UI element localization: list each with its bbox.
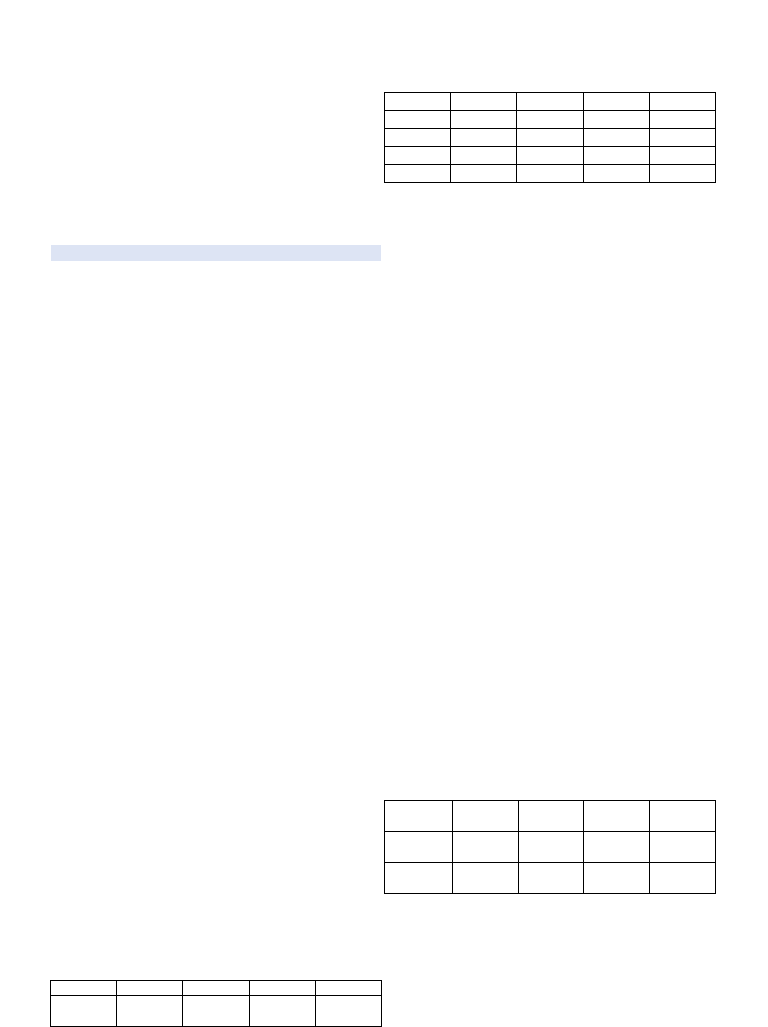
table-cell xyxy=(517,165,583,183)
table-cell xyxy=(649,111,715,129)
table-cell xyxy=(117,996,183,1027)
table-cell xyxy=(517,93,583,111)
toc-entry[interactable] xyxy=(51,390,381,404)
toc-entry[interactable] xyxy=(51,663,381,677)
table-cell xyxy=(649,129,715,147)
numbered-list xyxy=(68,800,388,824)
table-cell xyxy=(452,863,518,894)
toc-entry[interactable] xyxy=(51,424,381,438)
table-row xyxy=(385,165,716,183)
table-cell xyxy=(518,863,584,894)
table-cell xyxy=(584,801,650,832)
toc-entry[interactable] xyxy=(51,646,381,660)
table-cell xyxy=(517,111,583,129)
table-cell xyxy=(583,147,649,165)
table-row xyxy=(51,996,382,1027)
toc-entry[interactable] xyxy=(51,492,381,506)
plural-list xyxy=(558,257,718,357)
table-cell xyxy=(649,165,715,183)
table-cell xyxy=(451,165,517,183)
table-cell xyxy=(385,93,451,111)
table-cell xyxy=(650,801,716,832)
toc-entry[interactable] xyxy=(51,731,381,745)
table-cell xyxy=(51,981,117,996)
table-cell xyxy=(117,981,183,996)
indef-declension-table xyxy=(50,980,382,1027)
table-row xyxy=(385,801,716,832)
toc-entry[interactable] xyxy=(51,407,381,421)
table-row xyxy=(385,832,716,863)
table-row xyxy=(385,129,716,147)
toc-entry[interactable] xyxy=(51,475,381,489)
table-row xyxy=(385,863,716,894)
table-cell xyxy=(583,111,649,129)
table-cell xyxy=(385,129,451,147)
table-cell xyxy=(650,863,716,894)
table-cell xyxy=(517,129,583,147)
table-cell xyxy=(518,832,584,863)
table-cell xyxy=(385,801,453,832)
table-cell xyxy=(249,981,315,996)
def-declension-table xyxy=(384,92,716,183)
table-cell xyxy=(51,996,117,1027)
table-row xyxy=(385,93,716,111)
toc-entry[interactable] xyxy=(51,680,381,694)
toc-entry[interactable] xyxy=(51,458,381,472)
table-cell xyxy=(649,147,715,165)
table-cell xyxy=(451,129,517,147)
table-cell xyxy=(650,832,716,863)
table-cell xyxy=(584,832,650,863)
table-row xyxy=(51,981,382,996)
toc-entry[interactable] xyxy=(51,441,381,455)
toc-entry[interactable] xyxy=(51,697,381,711)
list-item xyxy=(68,800,388,812)
table-cell xyxy=(518,801,584,832)
table-cell xyxy=(315,981,381,996)
table-cell xyxy=(452,832,518,863)
table-cell xyxy=(385,832,453,863)
article-heading xyxy=(51,245,381,261)
table-cell xyxy=(315,996,381,1027)
table-cell xyxy=(584,863,650,894)
table-cell xyxy=(385,165,451,183)
table-cell xyxy=(385,863,453,894)
table-cell xyxy=(583,129,649,147)
table-cell xyxy=(583,165,649,183)
toc-entry[interactable] xyxy=(51,765,381,779)
toc-entry[interactable] xyxy=(51,714,381,728)
table-row xyxy=(385,111,716,129)
table-cell xyxy=(183,996,249,1027)
table-cell xyxy=(451,147,517,165)
toc-entry[interactable] xyxy=(51,612,381,626)
table-cell xyxy=(451,111,517,129)
table-of-contents-2 xyxy=(51,612,381,802)
table-cell xyxy=(451,93,517,111)
toc-entry[interactable] xyxy=(51,748,381,762)
toc-entry[interactable] xyxy=(51,782,381,796)
table-of-contents-1 xyxy=(51,390,381,510)
table-cell xyxy=(452,801,518,832)
table-row xyxy=(385,147,716,165)
toc-entry[interactable] xyxy=(51,629,381,643)
indef-right-table xyxy=(384,800,716,894)
table-cell xyxy=(649,93,715,111)
table-cell xyxy=(517,147,583,165)
table-cell xyxy=(583,93,649,111)
table-cell xyxy=(183,981,249,996)
table-cell xyxy=(249,996,315,1027)
table-cell xyxy=(385,111,451,129)
table-cell xyxy=(385,147,451,165)
list-item xyxy=(68,812,388,824)
